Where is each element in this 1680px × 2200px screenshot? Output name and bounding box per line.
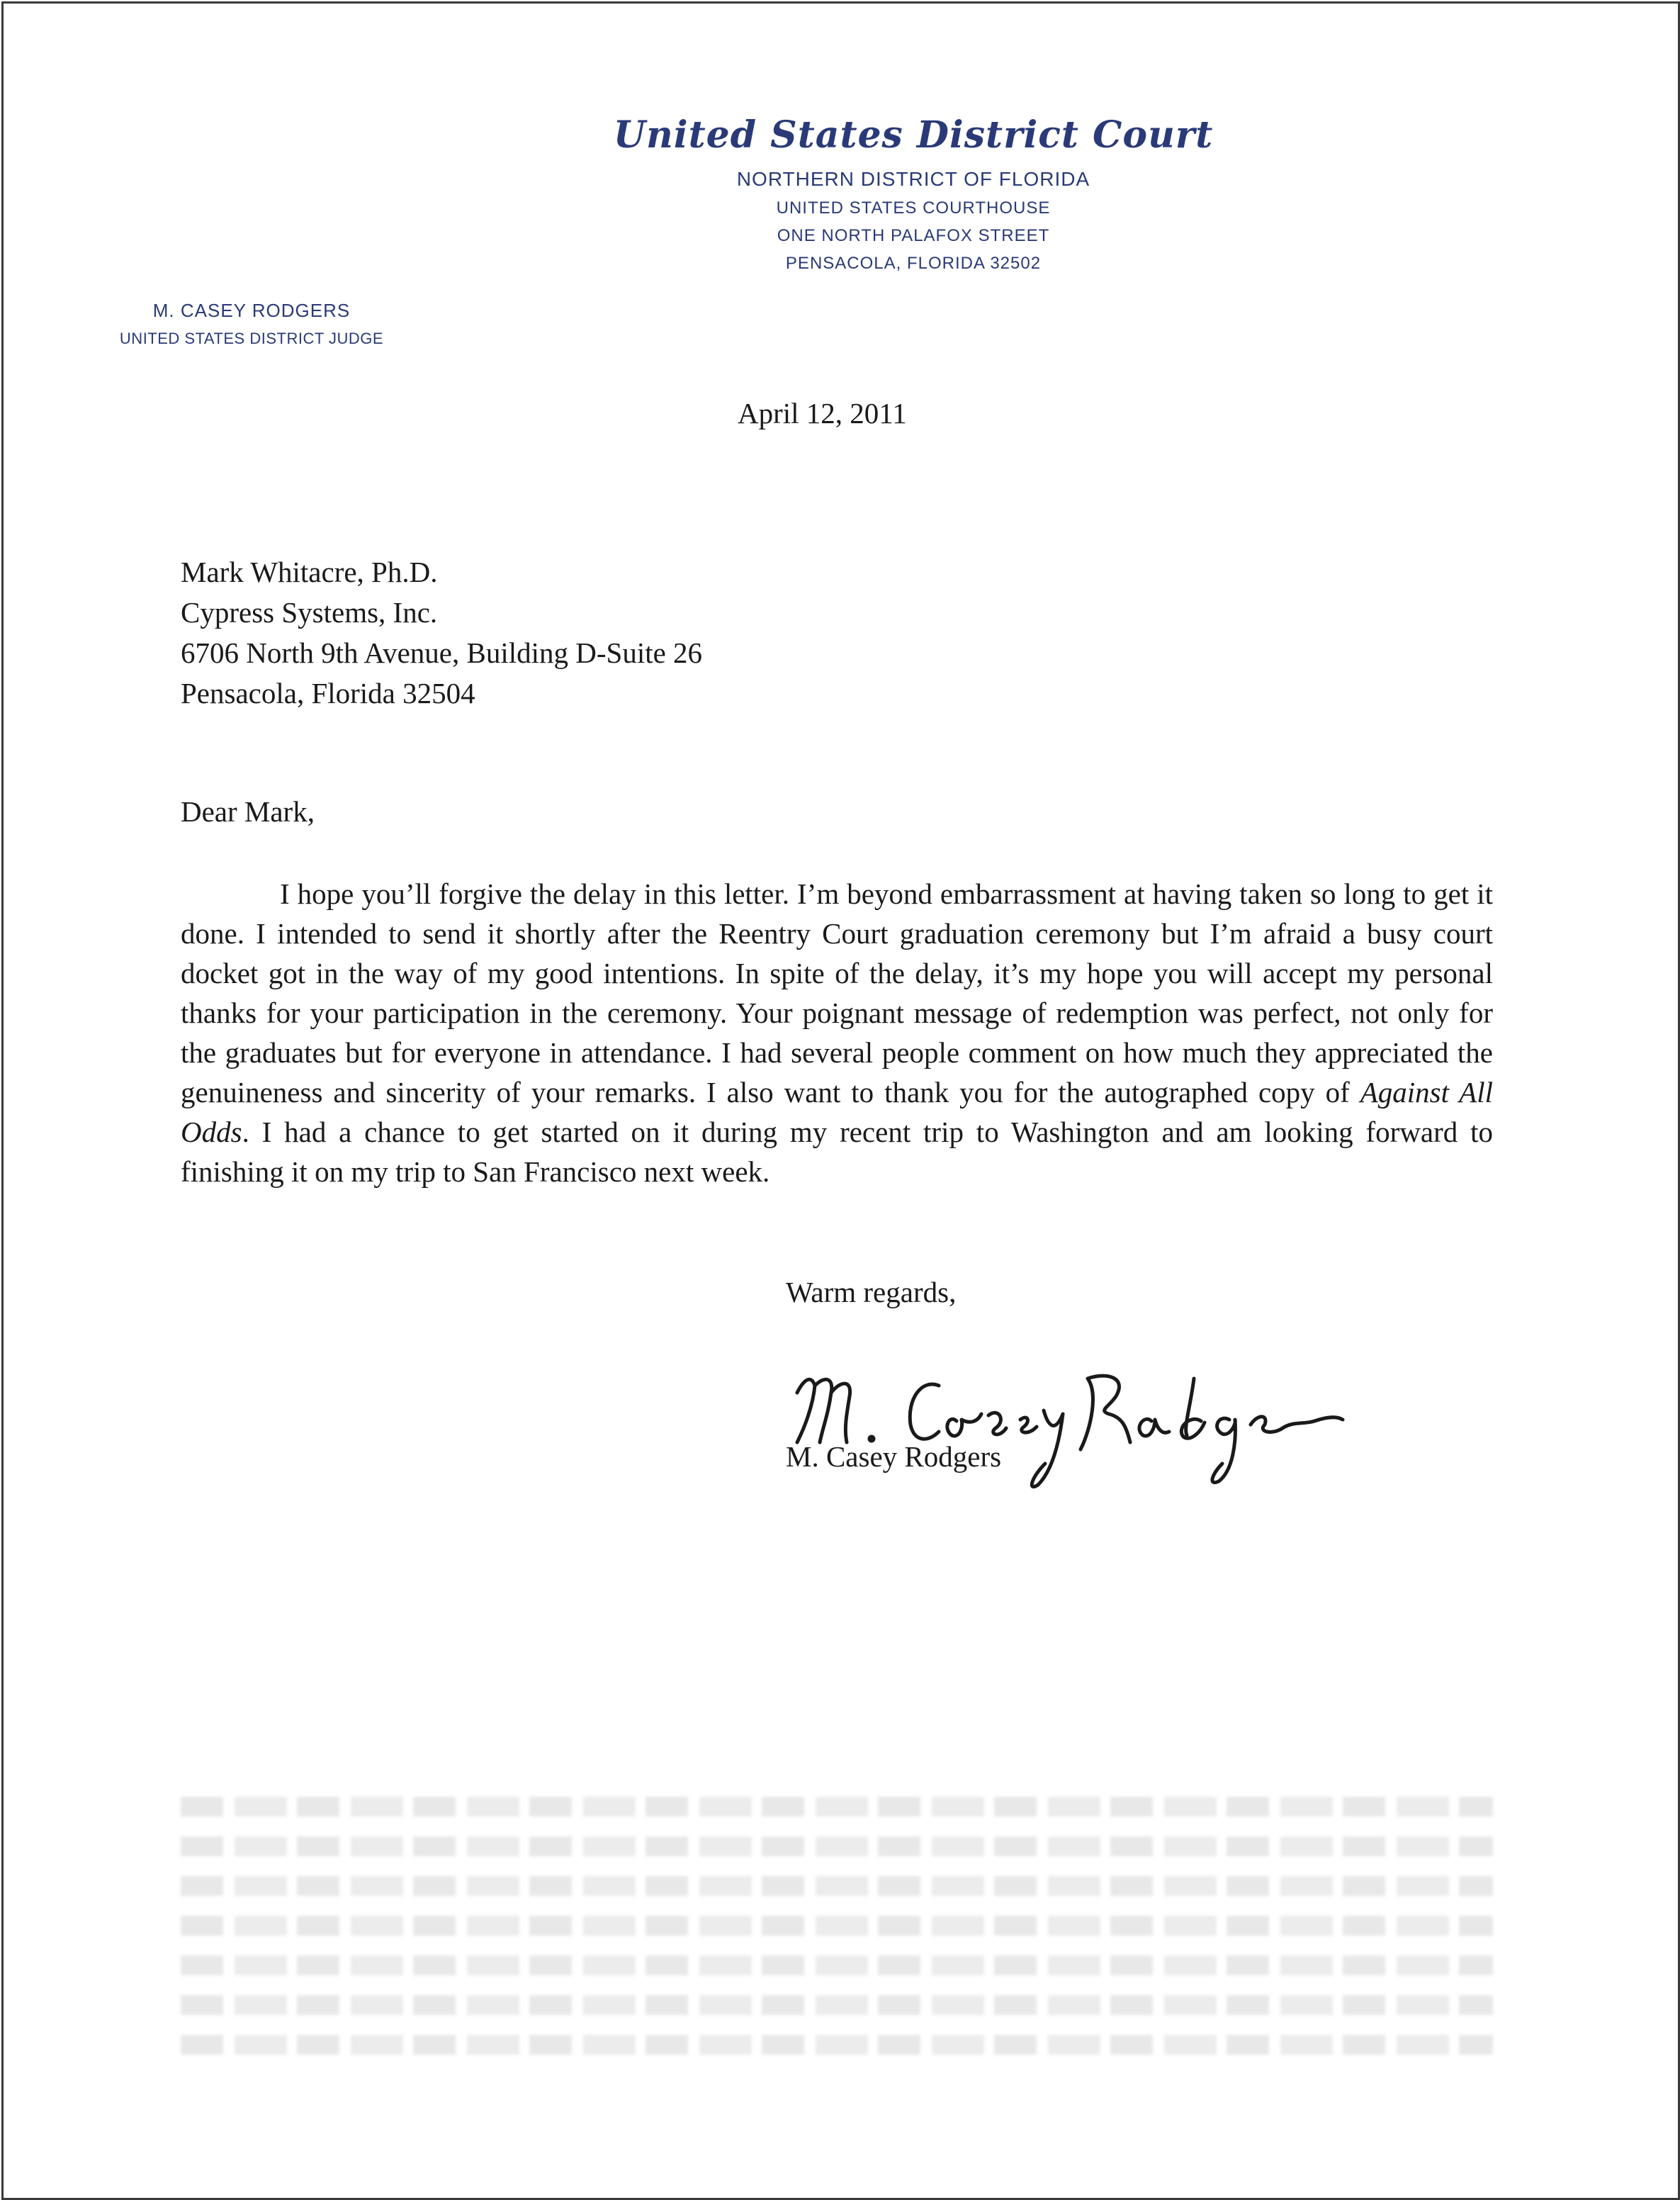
- courthouse-line: UNITED STATES COURTHOUSE: [776, 198, 1051, 218]
- salutation: Dear Mark,: [181, 795, 315, 828]
- street-line: ONE NORTH PALAFOX STREET: [777, 226, 1050, 245]
- recipient-address-block: [181, 552, 702, 714]
- court-name-heading: United States District Court: [613, 113, 1214, 157]
- bleed-through-text: [181, 1797, 1493, 2109]
- body-text-part-2: . I had a chance to get started on it during my recent trip to Washington and am looking forward to finishing it on my trip to San Francisco next week.: [181, 1116, 1493, 1188]
- closing: Warm regards,: [786, 1276, 957, 1308]
- letter-date: April 12, 2011: [738, 397, 907, 430]
- judge-name: M. CASEY RODGERS: [152, 300, 351, 321]
- recipient-company: Cypress Systems, Inc.: [181, 596, 438, 629]
- district-name: NORTHERN DISTRICT OF FLORIDA: [736, 168, 1090, 190]
- body-paragraph: [181, 874, 1493, 1191]
- book-title: Against All Odds: [181, 1076, 1493, 1148]
- recipient-city: Pensacola, Florida 32504: [181, 677, 475, 709]
- body-text-part-1: I hope you’ll forgive the delay in this letter. I’m beyond embarrassment at having taken so long to get it done. I intended to send it shortly after the Reentry Court graduation ceremony but I’m afraid a busy court docket got in the way of my good intentions. In spite of the delay, it’s my hope you will accept my personal thanks for your participation in the ceremony. Your poignant message of redemption was perfect, not only for the graduates but for everyone in attendance. I had several people comment on how much they appreciated the genuineness and sincerity of your remarks. I also want to thank you for the autographed copy of: [181, 877, 1493, 1109]
- letter-page: [1, 1, 1680, 2200]
- signer-name: M. Casey Rodgers: [786, 1440, 1002, 1473]
- city-line: PENSACOLA, FLORIDA 32502: [785, 254, 1042, 273]
- recipient-name: Mark Whitacre, Ph.D.: [181, 556, 438, 588]
- judge-title: UNITED STATES DISTRICT JUDGE: [119, 330, 384, 347]
- recipient-street: 6706 North 9th Avenue, Building D-Suite 26: [181, 636, 703, 669]
